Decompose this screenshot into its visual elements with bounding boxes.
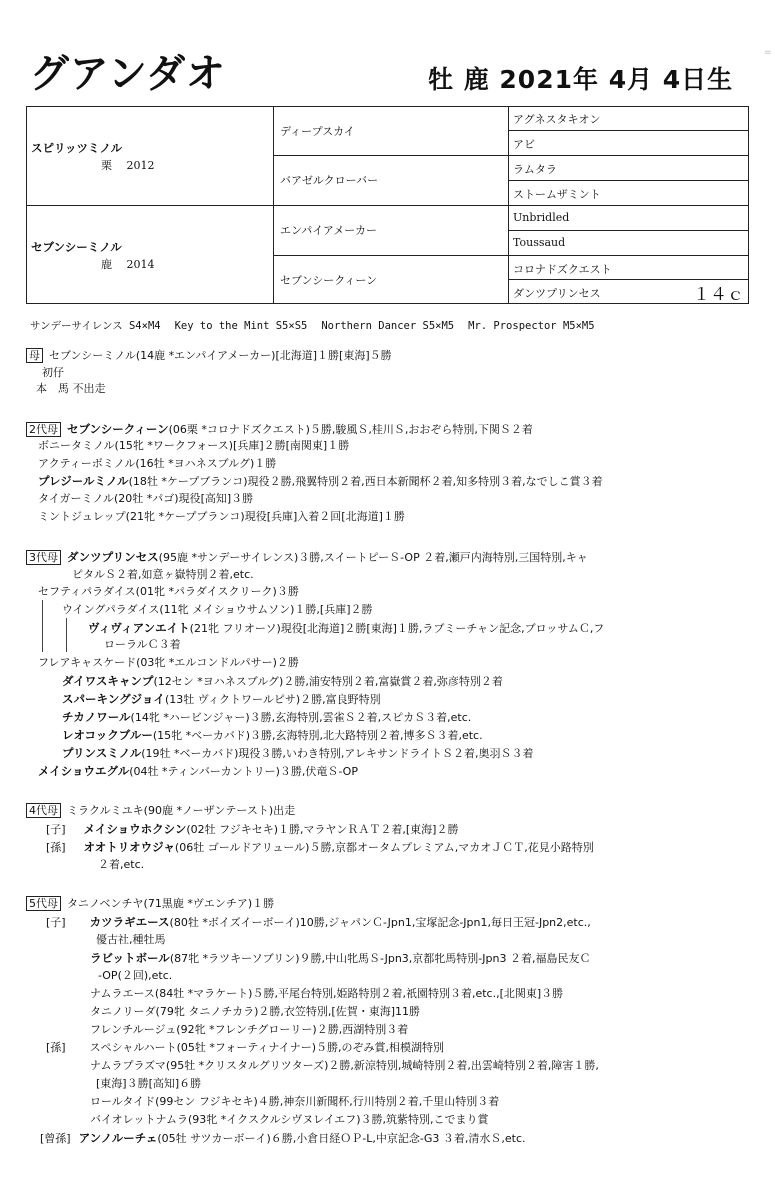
offspring-name: プリンスミノル [62,746,142,760]
offspring-name: アンノルーチェ [78,1131,158,1145]
offspring-name: オオトリオウジャ [83,840,175,854]
sdd-cell [509,181,748,206]
gen5-child-1 [46,914,591,931]
gen3-grand-3 [62,691,381,708]
gen5-grand-4: バイオレットナムラ(93牝 *イクスクルシヴヌレイエフ)３勝,筑紫特別,こでまり賞 [90,1113,489,1126]
ssd-name: アビ [513,138,535,151]
sd-name: バアゼルクローバー [280,174,379,187]
pedigree-table [26,106,749,304]
gen3-record: (95鹿 *サンデーサイレンス)３勝,スイートピーＳ-OP ２着,瀬戸内海特別,三国特別,キャ [158,551,588,564]
gen5-child-5: フレンチルージュ(92牝 *フレンチグローリー)２勝,西湖特別３着 [90,1023,409,1036]
tree-line [66,618,67,652]
gen5-child-2-cont: -OP(２回),etc. [98,969,173,982]
offspring-name: メイショウエグル [38,764,130,778]
offspring-record: (21牝 フリオーソ)現役[北海道]２勝[東海]１勝,ラブミーチャン記念,ブロッサムＣ,フ [189,622,605,635]
offspring-record: (05牡 サツカーボーイ)６勝,小倉日経ＯＰ-L,中京記念-G3 ３着,清水Ｓ,etc. [157,1132,526,1145]
ss-name: ディープスカイ [280,125,355,138]
gen3-grand-1: ウイングパラダイス(11牝 メイショウサムソン)１勝,[兵庫]２勝 [62,603,373,616]
offspring-name: ダイワスキャンプ [62,674,154,688]
offspring-record: (18牡 *ケープブランコ)現役２勝,飛翼特別２着,西日本新聞杯２着,知多特別３着,なでしこ賞３着 [128,475,603,488]
offspring-name: ヴィヴィアンエイト [88,621,190,635]
gen3-greatgrand-1-cont: ローラルＣ３着 [104,638,181,651]
gen5-head [26,896,274,912]
gen5-child-3: ナムラエース(84牡 *マラケート)５勝,平尾台特別,姫路特別２着,祇園特別３着,etc.,[北関東]３勝 [90,987,564,1000]
dds-cell [509,256,748,280]
sire-name: スピリッツミノル [31,141,123,155]
dss-cell [509,206,748,231]
dam-year: 鹿 2014 [101,258,155,271]
offspring-record: (02牡 フジキセキ)１勝,マラヤンＲＡＴ２着,[東海]２勝 [186,823,459,836]
gen2-tag: 2代母 [26,422,61,437]
ssd-cell [509,131,748,156]
offspring-name: レオコックブルー [62,728,153,742]
family-number: １４ｃ [693,285,744,305]
dam-tag: 母 [26,348,43,363]
sds-name: ラムタラ [513,163,557,176]
relation-label: [孫] [46,1041,66,1054]
gen5-grand-1 [46,1040,444,1056]
offspring-record: (14牝 *ハービンジャー)３勝,玄海特別,雲雀Ｓ２着,スピカＳ３着,etc. [130,711,472,724]
dsd-cell [509,231,748,256]
dam-cell [27,206,274,303]
inbreeding-crosses [30,318,595,333]
cross-3: Northern Dancer S5×M5 [321,320,455,332]
gen5-grand-2-cont: [東海]３勝[高知]６勝 [96,1077,202,1090]
gen2-record: (06栗 *コロナドズクエスト)５勝,駿風Ｓ,桂川Ｓ,おおぞら特別,下関Ｓ２着 [168,423,533,436]
gen2-offspring-1: ボニータミノル(15牝 *ワークフォース)[兵庫]２勝[南関東]１勝 [38,439,350,452]
gen3-record-cont: ピタルＳ２着,如意ヶ嶽特別２着,etc. [72,568,254,581]
offspring-record: (13牡 ヴィクトワールピサ)２勝,富良野特別 [164,693,381,706]
tree-line [42,600,43,652]
offspring-name: ラビットボール [90,951,170,965]
offspring-record: (80牡 *ボイズイーボーイ)10勝,ジャパンＣ-Jpn1,宝塚記念-Jpn1,毎日王冠-Jpn2,etc., [169,916,591,929]
offspring-record: (12セン *ヨハネスブルグ)２勝,浦安特別２着,富嶽賞２着,弥彦特別２着 [153,675,503,688]
sdd-name: ストームザミント [513,188,601,201]
sss-name: アグネスタキオン [513,113,601,126]
offspring-record: (87牝 *ラツキーソブリン)９勝,中山牝馬Ｓ-Jpn3,京都牝馬特別-Jpn3 ２着,福島民友Ｃ [169,952,591,965]
gen3-grand-2 [62,673,503,690]
sds-cell [509,156,748,181]
gen4-child [46,821,458,838]
offspring-record: (15牝 *ベーカバド)３勝,玄海特別,北大路特別２着,博多Ｓ３着,etc. [152,729,483,742]
cross-4: Mr. Prospector M5×M5 [468,320,595,332]
ss-cell [274,107,509,156]
dsd-name: Toussaud [513,236,566,249]
relation-label: [曾孫] [40,1132,71,1145]
gen4-grandchild-cont: ２着,etc. [98,858,145,871]
gen5-child-4: タニノリーダ(79牝 タニノチカラ)２勝,衣笠特別,[佐賀・東海]11勝 [90,1005,420,1018]
dds-name: コロナドズクエスト [513,263,612,276]
gen4-head [26,803,295,819]
gen2-head [26,421,533,438]
gen5-grand-3: ロールタイド(99セン フジキセキ)４勝,神奈川新聞杯,行川特別２着,千里山特別３着 [90,1095,500,1108]
gen2-offspring-5: ミントジュレップ(21牝 *ケープブランコ)現役[兵庫]入着２回[北海道]１勝 [38,510,405,523]
offspring-name: カツラギエース [89,915,170,929]
gen3-head [26,549,588,566]
ddd-name: ダンツプリンセス [513,287,601,300]
ddd-cell [509,280,748,303]
gen3-grand-4 [62,709,471,726]
gen5-child-2 [90,950,590,967]
cross-1: サンデーサイレンス S4×M4 [30,320,161,332]
gen5-record: タニノベンチヤ(71黒鹿 *ヴエンチア)１勝 [67,897,275,910]
offspring-name: チカノワール [62,710,131,724]
gen5-child-1-cont: 優古社,種牡馬 [96,933,166,946]
ds-name: エンパイアメーカー [280,224,378,237]
sire-cell [27,107,274,206]
gen2-offspring-4: タイガーミノル(20牡 *パゴ)現役[高知]３勝 [38,492,254,505]
sd-cell [274,156,509,206]
relation-label: [孫] [46,841,66,854]
ds-cell [274,206,509,256]
dam-foal-note: 初仔 [42,366,64,379]
horse-name: グアンダオ [30,51,226,97]
gen4-record: ミラクルミユキ(90鹿 *ノーザンテースト)出走 [67,804,296,817]
gen3-greatgrand-1 [88,620,604,637]
gen3-grand-6 [62,745,534,762]
corner-mark: = [764,48,772,58]
gen3-offspring-1: セフティパラダイス(01牝 *パラダイスクリーク)３勝 [38,585,299,598]
gen5-grand-2: ナムラプラズマ(95牡 *クリスタルグリツターズ)２勝,新涼特別,城崎特別２着,出雲崎特別２着,障害１勝, [90,1059,599,1072]
gen2-offspring-3 [38,473,603,490]
offspring-name: スパーキングジョイ [62,692,165,706]
offspring-name: メイショウホクシン [83,822,187,836]
horse-info: 牡 鹿 2021年 4月 4日生 [428,65,734,94]
gen2-offspring-2: アクティーボミノル(16牡 *ヨハネスブルグ)１勝 [38,457,277,470]
this-horse-note: 本 馬 不出走 [36,382,106,395]
dam-line [26,348,392,364]
offspring-name: プレジールミノル [38,474,129,488]
sss-cell [509,107,748,131]
gen4-grandchild [46,839,594,856]
dd-cell [274,256,509,303]
gen2-name: セブンシークィーン [67,422,169,436]
dam-record: セブンシーミノル(14鹿 *エンパイアメーカー)[北海道]１勝[東海]５勝 [49,349,392,362]
gen5-tag: 5代母 [26,896,61,911]
gen3-grand-5 [62,727,483,744]
sire-year: 栗 2012 [101,159,155,172]
dss-name: Unbridled [513,211,570,224]
cross-2: Key to the Mint S5×S5 [174,320,308,332]
gen5-greatgrand-1 [40,1130,526,1147]
offspring-record: (06牡 ゴールドアリュール)５勝,京都オータムプレミアム,マカオＪＣＴ,花見小路特別 [174,841,594,854]
offspring-record: (04牡 *ティンバーカントリー)３勝,伏竜Ｓ-OP [129,765,358,778]
offspring-record: スペシャルハート(05牡 *フォーティナイナー)５勝,のぞみ賞,相模湖特別 [89,1041,444,1054]
gen3-tag: 3代母 [26,550,61,565]
dam-name: セブンシーミノル [31,240,122,254]
dd-name: セブンシークィーン [280,274,378,287]
offspring-record: (19牡 *ベーカバド)現役３勝,いわき特別,アレキサンドライトＳ２着,奥羽Ｓ３着 [141,747,534,760]
relation-label: [子] [46,823,66,836]
gen3-offspring-3 [38,763,358,780]
gen3-offspring-2: フレアキャスケード(03牝 *エルコンドルパサー)２勝 [38,656,299,669]
gen3-name: ダンツプリンセス [67,550,159,564]
relation-label: [子] [46,916,66,929]
gen4-tag: 4代母 [26,803,61,818]
